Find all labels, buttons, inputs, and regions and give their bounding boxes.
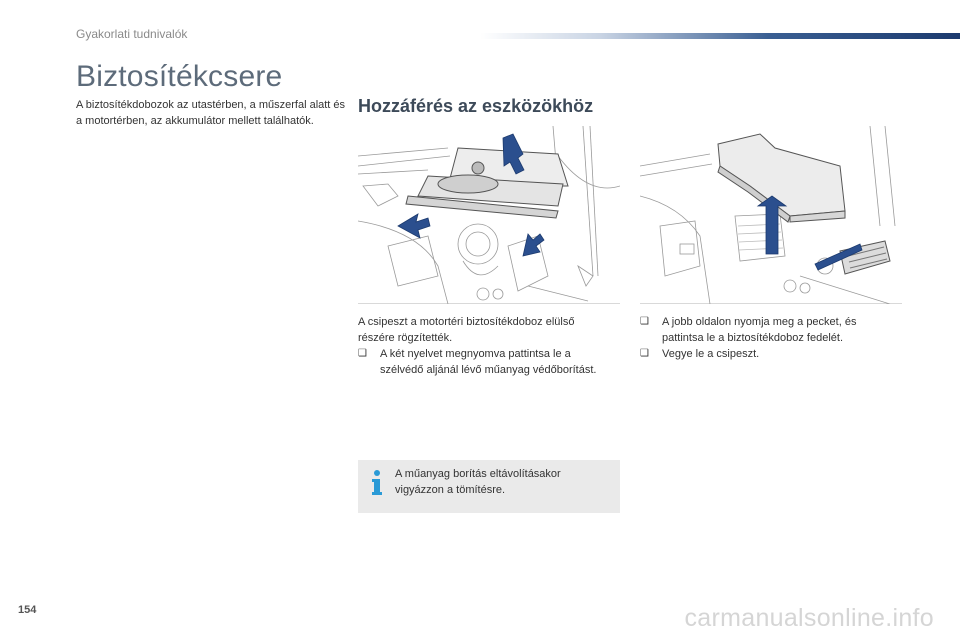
engine-bay-drawing-left: [358, 126, 620, 304]
bullet-marker-icon: ❑: [640, 348, 649, 359]
header-section-label: Gyakorlati tudnivalók: [76, 27, 188, 41]
clip-location-text: A csipeszt a motortéri biztosítékdoboz elülső részére rögzítették.: [358, 316, 575, 344]
intro-text: A biztosítékdobozok az utastérben, a műszerfal alatt és a motortérben, az akkumulátor mellett találhatók.: [76, 99, 346, 127]
watermark: carmanualsonline.info: [684, 604, 934, 632]
illustration-fuse-box: [640, 126, 902, 304]
info-icon: [372, 469, 382, 497]
header-accent-bar: [480, 33, 960, 39]
instruction-text: A két nyelvet megnyomva pattintsa le a szélvédő aljánál lévő műanyag védőborítást.: [380, 348, 597, 376]
right-column-text: [640, 314, 890, 362]
section-title: Hozzáférés az eszközökhöz: [358, 96, 594, 116]
bullet-marker-icon: ❑: [358, 348, 367, 359]
instruction-bullet: [640, 346, 890, 362]
illustration-windscreen-cover: [358, 126, 620, 304]
info-text: A műanyag borítás eltávolításakor vigyázzon a tömítésre.: [395, 468, 561, 496]
instruction-text: A jobb oldalon nyomja meg a pecket, és pattintsa le a biztosítékdoboz fedelét.: [662, 316, 857, 344]
page-title: Biztosítékcsere: [76, 60, 283, 93]
instruction-text: Vegye le a csipeszt.: [662, 348, 760, 360]
page-number: 154: [18, 604, 37, 616]
instruction-bullet: [640, 314, 890, 346]
left-column-text: [358, 314, 608, 378]
info-box: [358, 460, 620, 513]
instruction-bullet: [358, 346, 608, 378]
engine-bay-drawing-right: [640, 126, 902, 304]
bullet-marker-icon: ❑: [640, 316, 649, 327]
